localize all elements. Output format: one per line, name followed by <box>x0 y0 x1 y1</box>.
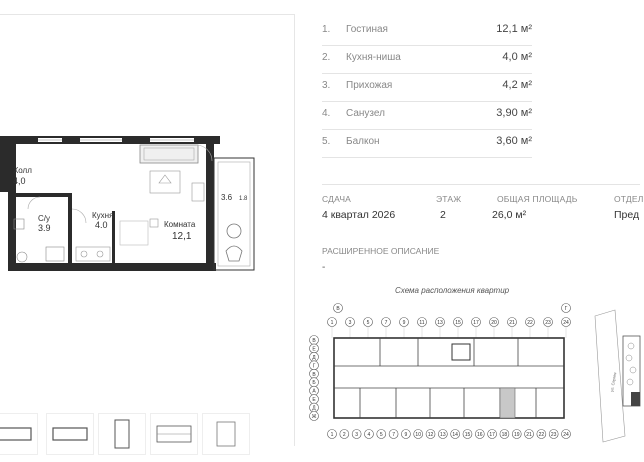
room-number: 5. <box>322 136 331 147</box>
top-axis-label: 5 <box>366 320 370 326</box>
bottom-axis-label: 10 <box>415 432 421 438</box>
label-kitchen: Кухня <box>92 211 114 220</box>
bottom-axis-label: 9 <box>404 432 408 438</box>
label-room: Комната <box>164 220 196 229</box>
room-name: Кухня-ниша <box>346 52 401 63</box>
scheme-title: Схема расположения квартир <box>395 286 510 295</box>
left-axis-label: Е <box>312 346 316 353</box>
thumbnail-floor-plan-1[interactable] <box>0 413 38 455</box>
top-axis-label: 7 <box>384 320 388 326</box>
bottom-axis-label: 3 <box>355 432 359 438</box>
thumbnail-floor-plan-2[interactable] <box>46 413 94 455</box>
room-name: Гостиная <box>346 24 388 35</box>
bottom-axis-label: 22 <box>538 432 545 438</box>
room-area: 3,60 м² <box>496 135 532 147</box>
corner-top-right-label: Г <box>564 306 568 312</box>
delivery-label: СДАЧА <box>322 194 352 204</box>
room-list <box>322 18 532 158</box>
label-bath-area: 3.9 <box>38 223 51 233</box>
bottom-axis-label: 2 <box>342 432 346 438</box>
site-street-label: ул. Сергея <box>609 372 618 393</box>
top-axis-label: 3 <box>348 320 352 326</box>
bottom-axis-label: 17 <box>489 432 495 438</box>
thumbnail-site-plan[interactable] <box>202 413 250 455</box>
room-name: Балкон <box>346 136 380 147</box>
top-axis-label: 22 <box>527 320 533 326</box>
top-axis-label: 1 <box>330 320 334 326</box>
left-axis-label: Ж <box>311 414 317 420</box>
extended-description-title: РАСШИРЕННОЕ ОПИСАНИЕ <box>322 246 440 256</box>
room-number: 3. <box>322 80 331 91</box>
left-axis-label: В <box>312 371 316 378</box>
plan-thumbnails <box>0 413 295 459</box>
top-axis-label: 20 <box>491 320 497 326</box>
top-axis-label: 23 <box>545 320 551 326</box>
site-plan-map[interactable] <box>585 296 640 442</box>
apartment-floor-plan <box>0 15 295 315</box>
label-balcony: 3.6 <box>221 193 233 202</box>
floor-plan-panel <box>0 14 295 446</box>
thumbnail-floor-scheme[interactable] <box>150 413 198 455</box>
room-row <box>322 74 532 102</box>
bottom-axis-label: 13 <box>440 432 446 438</box>
top-axis-label: 13 <box>437 320 443 326</box>
bottom-axis-label: 24 <box>563 432 569 438</box>
floor-label: ЭТАЖ <box>436 194 462 204</box>
top-axis-label: 21 <box>509 320 515 326</box>
room-area: 4,2 м² <box>502 79 532 91</box>
delivery-value: 4 квартал 2026 <box>322 209 396 221</box>
label-hall-area: 4,0 <box>13 176 26 186</box>
top-axis-label: 17 <box>473 320 479 326</box>
bottom-axis-label: 23 <box>550 432 557 438</box>
extended-description-value: - <box>322 262 326 273</box>
room-number: 4. <box>322 108 331 119</box>
bottom-axis-label: 7 <box>392 432 395 438</box>
bottom-axis-label: 1 <box>330 432 334 438</box>
top-axis-label: 24 <box>563 320 569 326</box>
room-area: 12,1 м² <box>496 23 532 35</box>
finish-value: Пред <box>614 209 640 221</box>
top-axis-label: 9 <box>402 320 406 326</box>
bottom-axis-label: 16 <box>477 432 483 438</box>
selected-apartment-highlight <box>500 388 515 418</box>
bottom-axis-label: 5 <box>379 432 383 438</box>
room-row <box>322 130 532 158</box>
section-divider <box>322 184 640 185</box>
room-area: 3,90 м² <box>496 107 532 119</box>
top-axis-label: 11 <box>419 320 425 326</box>
finish-label: ОТДЕЛ <box>614 194 644 204</box>
room-name: Санузел <box>346 108 385 119</box>
total-area-value: 26,0 м² <box>492 209 527 221</box>
bottom-axis-label: 12 <box>427 432 434 438</box>
room-row <box>322 18 532 46</box>
floor-value: 2 <box>440 209 446 221</box>
bottom-axis-label: 14 <box>452 432 458 438</box>
total-area-label: ОБЩАЯ ПЛОЩАДЬ <box>497 194 578 204</box>
building-floor-scheme[interactable] <box>300 296 582 442</box>
bottom-axis-label: 4 <box>367 432 371 438</box>
room-area: 4,0 м² <box>502 51 532 63</box>
left-axis-label: А <box>312 388 316 395</box>
bottom-axis-label: 19 <box>513 432 520 438</box>
left-axis-label: Д <box>312 354 316 361</box>
left-axis-label: Д <box>312 405 316 412</box>
label-bath: С/у <box>38 214 50 223</box>
room-name: Прихожая <box>346 80 393 91</box>
label-balcony-alt: 1.8 <box>239 196 248 202</box>
top-axis-label: 15 <box>455 320 461 326</box>
left-axis-label: Г <box>312 363 316 370</box>
corner-top-left-label: В <box>336 306 340 312</box>
room-number: 2. <box>322 52 331 63</box>
room-row <box>322 102 532 130</box>
label-kitchen-area: 4.0 <box>95 220 108 230</box>
bottom-axis-label: 21 <box>526 432 532 438</box>
bottom-axis-label: 18 <box>501 432 508 438</box>
bottom-axis-label: 15 <box>464 432 471 438</box>
left-axis-label: В <box>312 338 316 344</box>
thumbnail-floor-plan-3[interactable] <box>98 413 146 455</box>
left-axis-label: Б <box>312 380 316 387</box>
room-number: 1. <box>322 24 331 35</box>
label-hall: Холл <box>13 166 32 175</box>
label-room-area: 12,1 <box>172 231 192 242</box>
room-row <box>322 46 532 74</box>
left-axis-label: Е <box>312 397 316 404</box>
